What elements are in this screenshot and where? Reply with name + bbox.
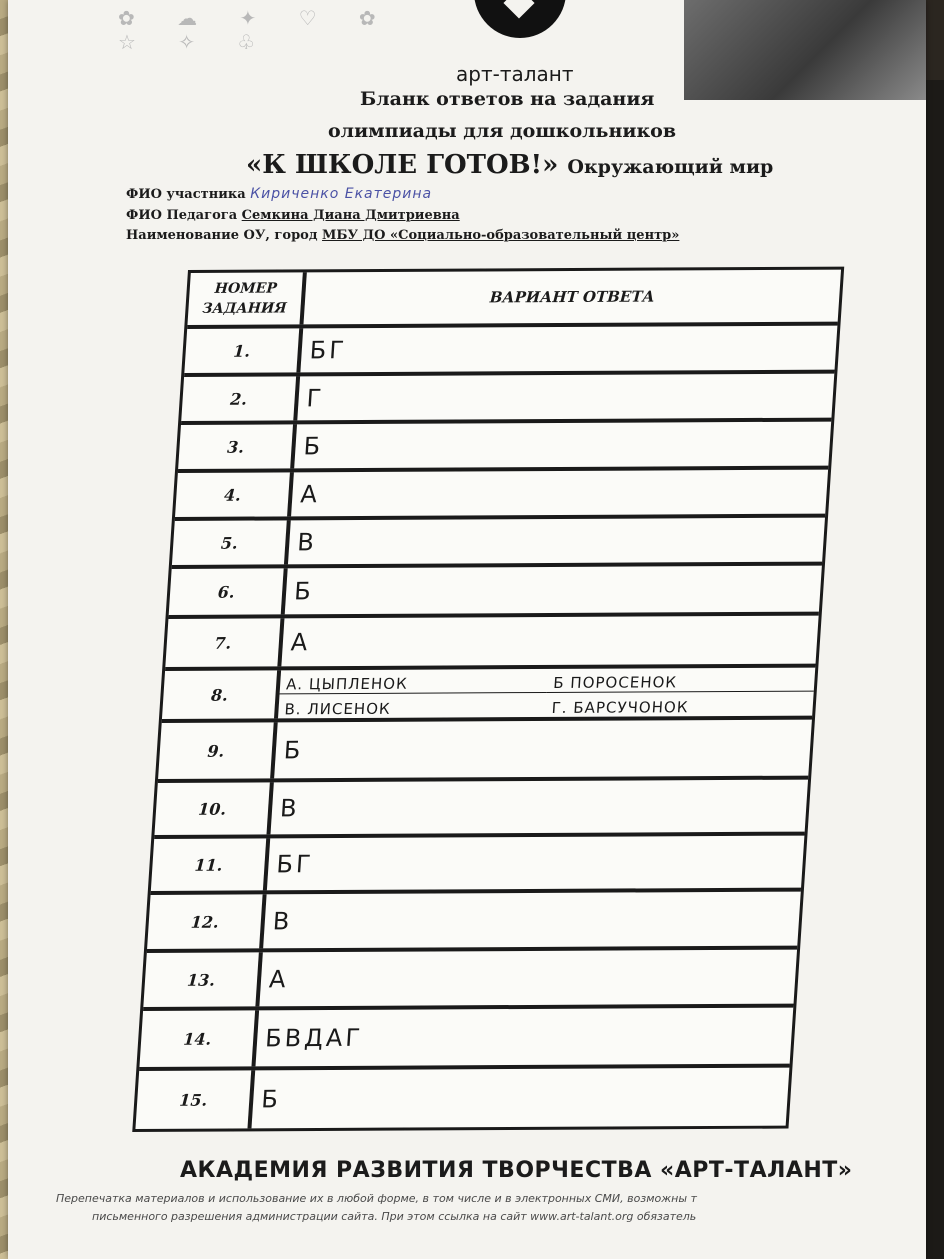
task-answer: Б	[283, 736, 305, 765]
task-number: 6.	[169, 568, 288, 615]
participant-value: Кириченко Екатерина	[250, 186, 433, 202]
task-number: 8.	[162, 670, 281, 719]
table-row	[181, 374, 834, 425]
table-row	[162, 668, 816, 723]
column-header-answer: ВАРИАНТ ОТВЕТА	[489, 287, 656, 307]
copyright-note-line2: письменного разрешения администрации сайта. При этом ссылка на сайт www.art-talant.org обязатель	[92, 1210, 697, 1223]
table-row	[154, 780, 808, 839]
task-answer: А	[299, 480, 321, 509]
title-line-1: Бланк ответов на задания	[360, 88, 655, 110]
table-row	[135, 1068, 789, 1129]
task-number: 15.	[135, 1070, 255, 1129]
task-number: 1.	[184, 328, 303, 373]
task-number: 10.	[154, 782, 273, 835]
teacher-line	[126, 208, 460, 223]
subject-name: Окружающий мир	[567, 156, 774, 178]
title-line-2: олимпиады для дошкольников	[328, 120, 677, 142]
table-header-row	[187, 270, 841, 329]
match-answer-b: Б ПОРОСЕНОК	[547, 668, 816, 693]
task-number: 12.	[147, 894, 267, 949]
teacher-value: Семкина Диана Дмитриевна	[241, 208, 460, 223]
task-answer: В	[279, 794, 301, 823]
task-answer: А	[268, 965, 290, 994]
answer-sheet	[8, 0, 926, 1259]
org-line	[126, 228, 679, 243]
table-row	[184, 326, 837, 377]
task-number: 4.	[175, 472, 294, 517]
art-talant-logo-icon	[474, 0, 566, 38]
org-label: Наименование ОУ, город	[126, 228, 318, 243]
header-illustration	[684, 0, 926, 100]
match-answer-c: В. ЛИСЕНОК	[283, 699, 392, 719]
copyright-note-line1: Перепечатка материалов и использование их в любой форме, в том числе и в электронных СМИ, возможны т	[56, 1192, 697, 1205]
column-header-number-line2: ЗАДАНИЯ	[201, 300, 288, 317]
table-row	[139, 1008, 793, 1071]
task-answer: В	[271, 907, 294, 936]
brand-name: арт-талант	[456, 62, 574, 86]
table-row	[178, 422, 831, 473]
column-header-number-line1: НОМЕР	[214, 280, 278, 297]
participant-label: ФИО участника	[126, 187, 246, 202]
task-number: 7.	[165, 618, 284, 667]
table-row	[143, 950, 797, 1011]
task-answer: В	[296, 528, 318, 557]
table-row	[158, 720, 812, 783]
task-number: 5.	[172, 520, 291, 565]
task-number: 2.	[181, 376, 300, 421]
column-header-number	[187, 272, 306, 325]
teacher-label: ФИО Педагога	[126, 208, 238, 223]
table-row	[147, 892, 801, 953]
table-row	[172, 518, 825, 569]
task-number: 3.	[178, 424, 297, 469]
org-value: МБУ ДО «Социально-образовательный центр»	[322, 228, 680, 243]
table-row	[168, 566, 821, 619]
task-answer: Б	[293, 577, 315, 606]
task-answer: БВДАГ	[264, 1023, 364, 1053]
task-answer: Г	[305, 384, 326, 413]
task-answer: БГ	[308, 336, 348, 365]
task-number: 13.	[143, 952, 263, 1007]
task-answer: БГ	[275, 850, 315, 879]
table-row	[151, 836, 805, 895]
decorative-doodles-icon: ✿ ☁ ✦ ♡ ✿ ☆ ✧ ♧	[118, 6, 394, 54]
olympiad-title	[246, 150, 773, 180]
task-answer: Б	[260, 1085, 282, 1114]
task-answer: Б	[302, 432, 324, 461]
academy-title: АКАДЕМИЯ РАЗВИТИЯ ТВОРЧЕСТВА «АРТ-ТАЛАНТ»	[180, 1158, 853, 1183]
task-answer-matching	[278, 668, 815, 719]
task-number: 9.	[158, 722, 278, 779]
task-answer: А	[290, 628, 312, 657]
task-number: 11.	[151, 838, 270, 891]
task-number: 14.	[139, 1010, 259, 1067]
answer-table	[132, 267, 844, 1132]
match-answer-d: Г. БАРСУЧОНОК	[551, 698, 690, 717]
table-row	[175, 470, 828, 521]
match-answer-a: А. ЦЫПЛЕНОК	[280, 669, 549, 694]
participant-line	[126, 186, 432, 202]
table-row	[165, 616, 819, 671]
olympiad-name: «К ШКОЛЕ ГОТОВ!»	[246, 150, 559, 180]
